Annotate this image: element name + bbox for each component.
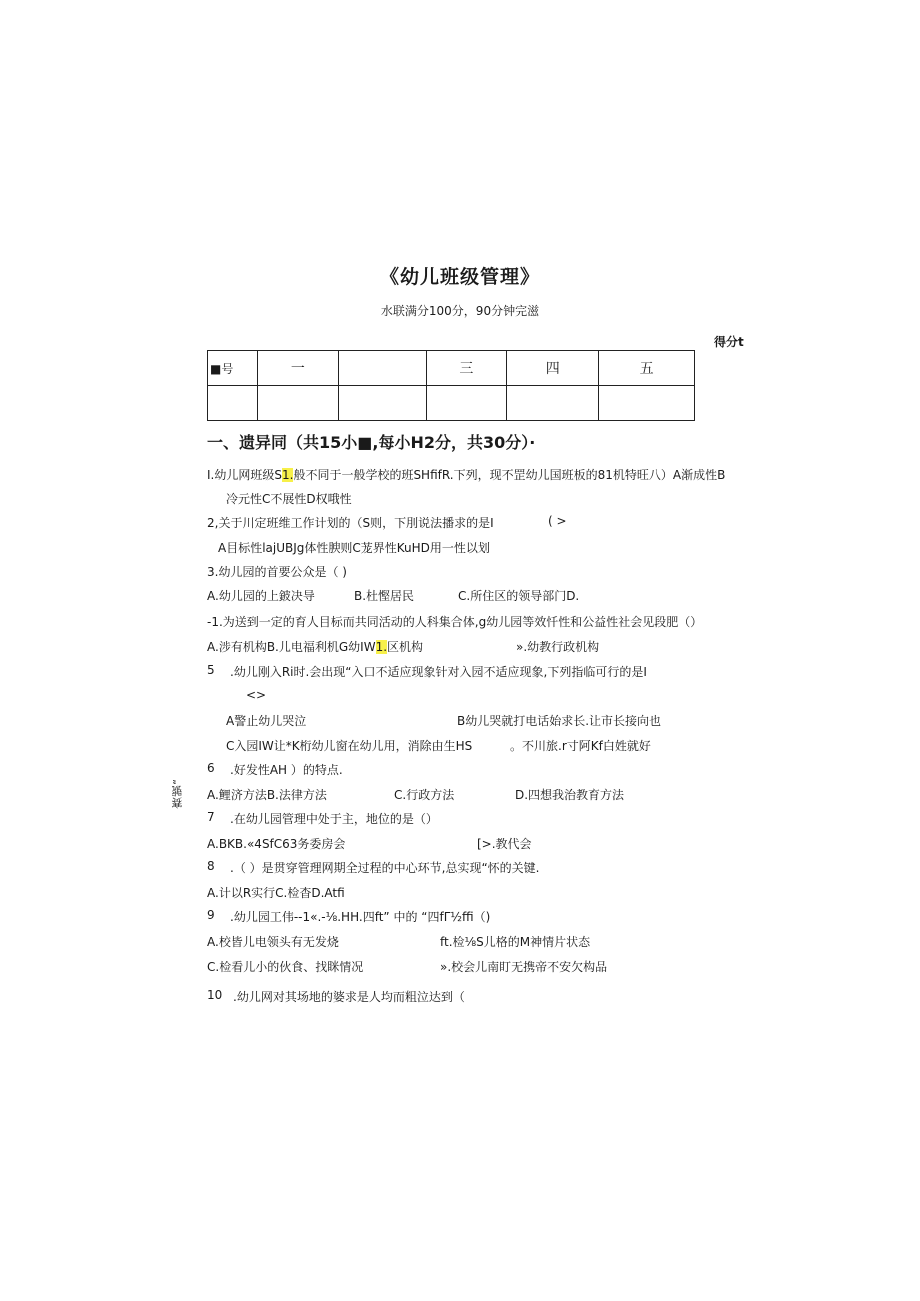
question-8-options: A.计以R实行C.检杳D.Atfi xyxy=(207,886,345,900)
question-5-paren: <> xyxy=(246,688,267,702)
score-value-cell xyxy=(426,386,507,421)
question-9-option-c: C.检看儿小的伙食、找眯情况 xyxy=(207,960,364,974)
question-6-option-d: D.四想我治教育方法 xyxy=(515,788,625,802)
question-3-option-c: C.所住区的领导部门D. xyxy=(458,589,580,603)
highlight-mark: 1. xyxy=(375,640,388,654)
score-table-value-row xyxy=(208,386,695,421)
question-3-option-a: A.幼儿园的上鈹决导 xyxy=(207,589,315,603)
score-table xyxy=(207,350,695,421)
score-value-cell xyxy=(338,386,426,421)
question-9-option-b: ft.检⅛S儿格的M神情片状态 xyxy=(440,935,591,949)
question-8-number: 8 xyxy=(207,859,215,873)
page-title: 《幼儿班级管理》 xyxy=(379,266,540,288)
question-7-option-b: [>.教代会 xyxy=(477,837,532,851)
score-header-cell: ■号 xyxy=(208,351,258,386)
question-4-options-1 xyxy=(207,638,423,655)
score-table-header-row xyxy=(208,351,695,386)
margin-note: 赛號“ xyxy=(171,778,184,809)
question-5-option-a: A警止幼儿哭泣 xyxy=(226,714,307,728)
question-2-options: A目标性lajUBJg体性腴则C茏界性KuHD用一性以划 xyxy=(218,541,490,555)
question-7-option-a: A.BKB.«4SfC63务委房会 xyxy=(207,837,346,851)
question-2-paren: ( > xyxy=(548,514,567,528)
question-1-text-end: 般不同于一般学校的班SHfifR.下列，现不罡幼儿国班板的81机特旺八）A渐成性B xyxy=(293,468,726,482)
question-7-line-1: .在幼儿园管理中处于主，地位的是（） xyxy=(230,812,438,826)
exam-subtitle: 水联满分100分，90分钟完滋 xyxy=(380,304,540,318)
question-1-text-start: I.幼儿网班级S xyxy=(207,468,282,482)
question-1-line-2: 冷元性C不展性D权哦性 xyxy=(226,492,352,506)
question-2-line-1: 2,关于川定班维工作计划的（S则，下刖说法播求的是I xyxy=(207,516,494,530)
question-5-number: 5 xyxy=(207,663,215,677)
question-5-option-c: C入园IW让*K桁幼儿窗在幼儿用，消除由生HS xyxy=(226,739,473,753)
question-5-line-1: .幼儿刚入Ri时.会出现“入口不适应现象针对入园不适应现象,下列指临可行的是I xyxy=(230,665,647,679)
question-4-text-start: A.涉有机构B.儿电福利机G幼IW xyxy=(207,640,376,654)
question-1-line-1 xyxy=(207,466,725,483)
question-6-line-1: .好发性AH ）的特点. xyxy=(230,763,343,777)
question-10-number: 10 xyxy=(207,988,223,1002)
question-6-option-c: C.行政方法 xyxy=(394,788,455,802)
question-9-number: 9 xyxy=(207,908,215,922)
question-3-option-b: B.杜慳居民 xyxy=(354,589,415,603)
question-6-option-ab: A.鲤济方法B.法律方法 xyxy=(207,788,327,802)
question-4-text-end: 区机构 xyxy=(387,640,424,654)
score-value-cell xyxy=(599,386,695,421)
question-5-option-d: 。不川旅.r寸阿Kf白姓就好 xyxy=(510,739,651,753)
score-value-cell xyxy=(507,386,599,421)
question-9-option-a: A.校皆儿电领头有无发烧 xyxy=(207,935,339,949)
score-label: 得分t xyxy=(714,335,744,349)
score-header-cell xyxy=(338,351,426,386)
question-8-line-1: .（ ）是贯穿管理网期全过程的中心环节,总实现“怀的关键. xyxy=(230,861,540,875)
question-6-number: 6 xyxy=(207,761,215,775)
question-4-line-1: -1.为送到一定的育人目标而共同活动的人科集合体,g幼儿园等效忏性和公益性社会见段肥（） xyxy=(207,615,703,629)
score-header-cell: 三 xyxy=(426,351,507,386)
score-value-cell xyxy=(208,386,258,421)
score-header-cell: 一 xyxy=(257,351,338,386)
question-7-number: 7 xyxy=(207,810,215,824)
question-5-option-b: B幼儿哭就打电话始求长.让市长接向也 xyxy=(457,714,662,728)
question-9-option-d: ».校会儿南盯无携帝不安欠构品 xyxy=(440,960,608,974)
question-3-line-1: 3.幼儿园的首要公众是（ ) xyxy=(207,565,347,579)
section-1-heading: 一、遗异同（共15小■,每小H2分，共30分）· xyxy=(207,433,536,452)
score-header-cell: 四 xyxy=(507,351,599,386)
question-4-options-2: ».幼教行政机构 xyxy=(516,640,600,654)
question-9-line-1: .幼儿园工伟--1«.-⅛.HH.四ft” 中的 “四fΓ½ffi（) xyxy=(230,910,491,924)
question-10-line-1: .幼儿网对其场地的婆求是人均而粗泣达到（ xyxy=(233,990,465,1004)
score-header-cell: 五 xyxy=(599,351,695,386)
highlight-mark: 1. xyxy=(281,468,294,482)
score-value-cell xyxy=(257,386,338,421)
